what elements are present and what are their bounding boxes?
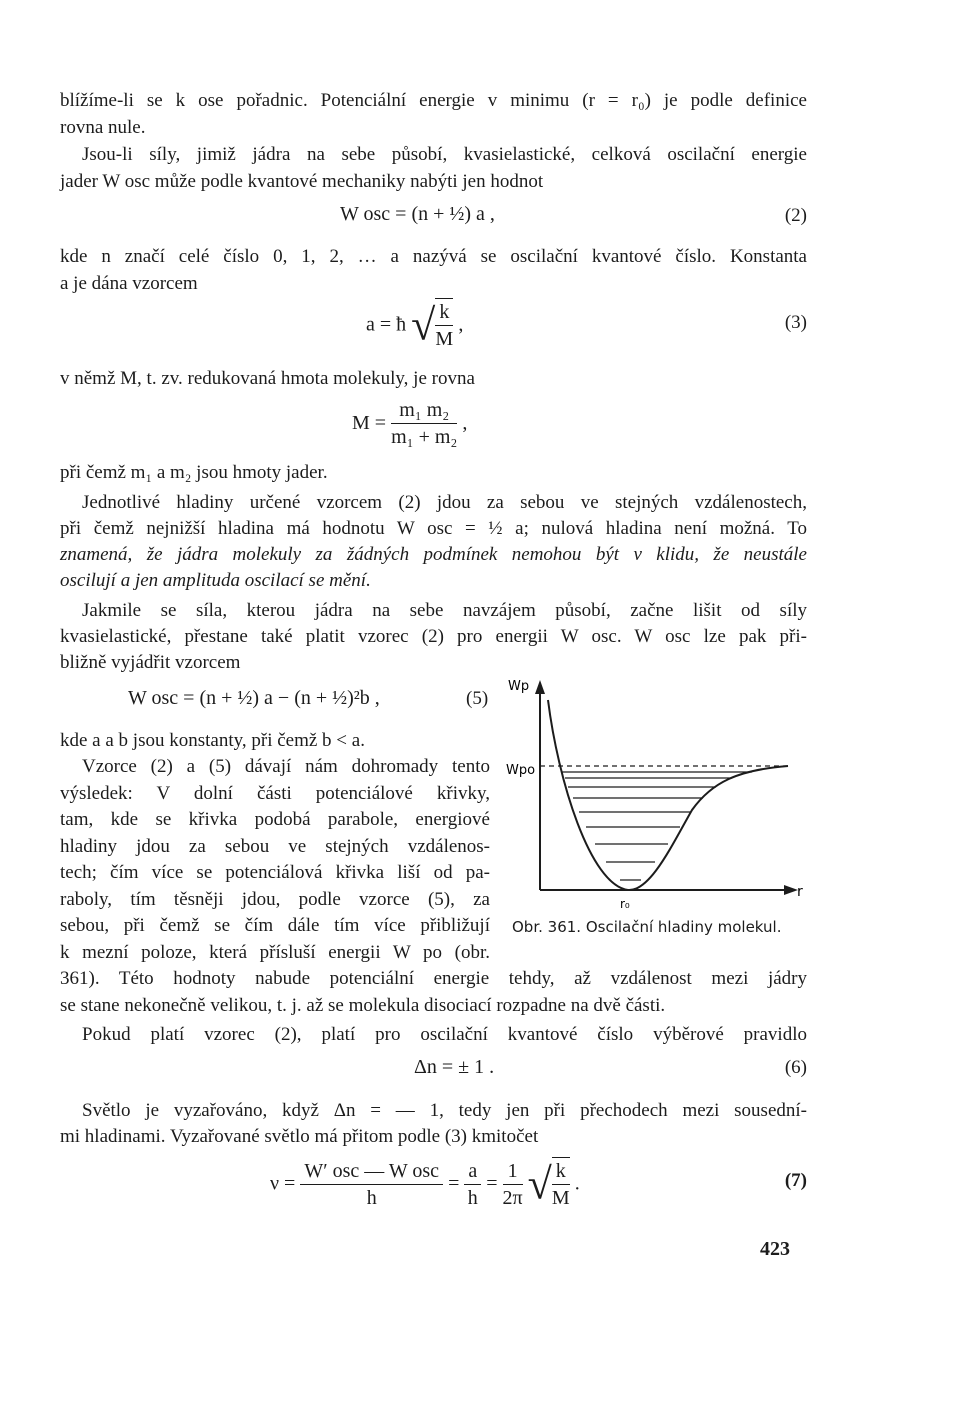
equation-number: (5): [466, 688, 489, 709]
text-line: oscilují a jen amplituda oscilací se mění.: [60, 570, 371, 591]
equation-lhs: a = ħ: [366, 313, 407, 336]
text-line: bližně vyjádřit vzorcem: [60, 652, 241, 673]
denominator: h: [366, 1186, 377, 1209]
numerator: k: [552, 1158, 570, 1185]
text-line: rovna nule.: [60, 117, 146, 138]
text-line: výsledek: V dolní části potenciálové křivky,: [60, 783, 490, 804]
denominator: m₁ + m₂: [391, 426, 458, 448]
equation-lhs: M =: [352, 412, 387, 434]
figure-caption: Obr. 361. Oscilační hladiny molekul.: [512, 918, 782, 936]
text-line: blížíme-li se k ose pořadnic. Potenciální energie v minimu (r = r₀) je podle definice: [60, 90, 807, 111]
text-line: jader W osc může podle kvantové mechaniky nabýti jen hodnot: [60, 171, 544, 192]
text-line: v němž M, t. zv. redukovaná hmota molekuly, je rovna: [60, 368, 475, 389]
potential-energy-figure: [500, 670, 810, 910]
fraction: [435, 298, 453, 352]
denominator: M: [435, 328, 454, 350]
equation-number: (2): [784, 205, 807, 226]
sqrt-sign: √: [411, 300, 436, 350]
level-label: Wpo: [506, 763, 536, 778]
y-axis-arrow: [535, 680, 545, 694]
fraction: [552, 1157, 570, 1211]
text-line: 361). Této hodnoty nabude potenciální energie tehdy, až vzdálenost mezi jádry: [60, 968, 807, 989]
numerator: k: [435, 299, 453, 326]
sqrt-sign: √: [527, 1159, 552, 1209]
equation-tail: .: [574, 1172, 580, 1195]
text-line: mi hladinami. Vyzařované světlo má přitom podle (3) kmitočet: [60, 1126, 539, 1147]
text-line: kde a a b jsou konstanty, při čemž b < a.: [60, 730, 365, 751]
numerator: m₁ m₂: [391, 397, 457, 424]
equation-number: (7): [784, 1170, 807, 1191]
text-line: sebou, při čemž se čím dále tím více přibližují: [60, 915, 490, 936]
numerator: a: [464, 1158, 481, 1185]
equals-sign: =: [486, 1172, 498, 1195]
text-line: a je dána vzorcem: [60, 273, 198, 294]
text-line: tech; čím více se potenciálová křivka liší od pa-: [60, 862, 490, 883]
text-line: kvasielastické, přestane také platit vzorec (2) pro energii W osc. W osc lze pak při-: [60, 626, 807, 647]
text-line: znamená, že jádra molekuly za žádných podmínek nemohou být v klidu, že neustále: [60, 544, 807, 565]
equation-tail: ,: [462, 412, 468, 434]
text-line: Vzorce (2) a (5) dávají nám dohromady tento: [82, 756, 490, 777]
minimum-label: r₀: [620, 897, 630, 910]
equation-7: [270, 1157, 580, 1211]
text-line: raboly, tím těsněji jdou, podle vzorce (5), za: [60, 889, 490, 910]
fraction: [464, 1158, 481, 1211]
equation-6: Δn = ± 1 .: [414, 1056, 495, 1078]
equals-sign: =: [448, 1172, 460, 1195]
fraction: [300, 1158, 443, 1211]
equation-tail: ,: [458, 313, 464, 336]
numerator: 1: [503, 1158, 523, 1185]
denominator: h: [467, 1186, 478, 1209]
denominator: 2π: [502, 1186, 523, 1209]
numerator: W′ osc — W osc: [300, 1158, 443, 1185]
potential-curve: [548, 700, 788, 890]
text-line: Jednotlivé hladiny určené vzorcem (2) jdou za sebou ve stejných vzdálenostech,: [82, 492, 807, 513]
text-line: tam, kde se křivka podobá parabole, energiové: [60, 809, 490, 830]
text-line: Jsou-li síly, jimiž jádra na sebe působí, kvasielastické, celková oscilační energie: [82, 144, 807, 165]
equation-2: W osc = (n + ½) a ,: [340, 203, 495, 225]
fraction: [503, 1158, 523, 1211]
equation-3: [366, 298, 463, 352]
x-axis-label: r: [797, 884, 803, 900]
x-axis-arrow: [784, 885, 798, 895]
text-line: Pokud platí vzorec (2), platí pro oscilační kvantové číslo výběrové pravidlo: [82, 1024, 807, 1045]
equation-lhs: ν =: [270, 1172, 296, 1195]
text-line: Jakmile se síla, kterou jádra na sebe navzájem působí, začne lišit od síly: [82, 600, 807, 621]
equation-number: (3): [784, 312, 807, 333]
equation-4: [352, 397, 467, 450]
text-line: při čemž nejnižší hladina má hodnotu W osc = ½ a; nulová hladina není možná. To: [60, 518, 807, 539]
text-line: při čemž m₁ a m₂ jsou hmoty jader.: [60, 462, 328, 483]
text-line: kde n značí celé číslo 0, 1, 2, … a nazývá se oscilační kvantové číslo. Konstanta: [60, 246, 807, 267]
denominator: M: [551, 1187, 570, 1209]
fraction: [391, 397, 457, 450]
y-axis-label: Wp: [508, 679, 530, 694]
text-line: Světlo je vyzařováno, když Δn = — 1, tedy jen při přechodech mezi sousední-: [82, 1100, 807, 1121]
text-line: se stane nekonečně velikou, t. j. až se molekula disociací rozpadne na dvě části.: [60, 995, 666, 1016]
page-number: 423: [760, 1238, 790, 1260]
text-line: k mezní poloze, která přísluší energii W po (obr.: [60, 942, 490, 963]
equation-5: W osc = (n + ½) a − (n + ½)²b ,: [128, 687, 380, 709]
text-line: hladiny jdou za sebou ve stejných vzdálenos-: [60, 836, 490, 857]
equation-number: (6): [784, 1057, 807, 1078]
